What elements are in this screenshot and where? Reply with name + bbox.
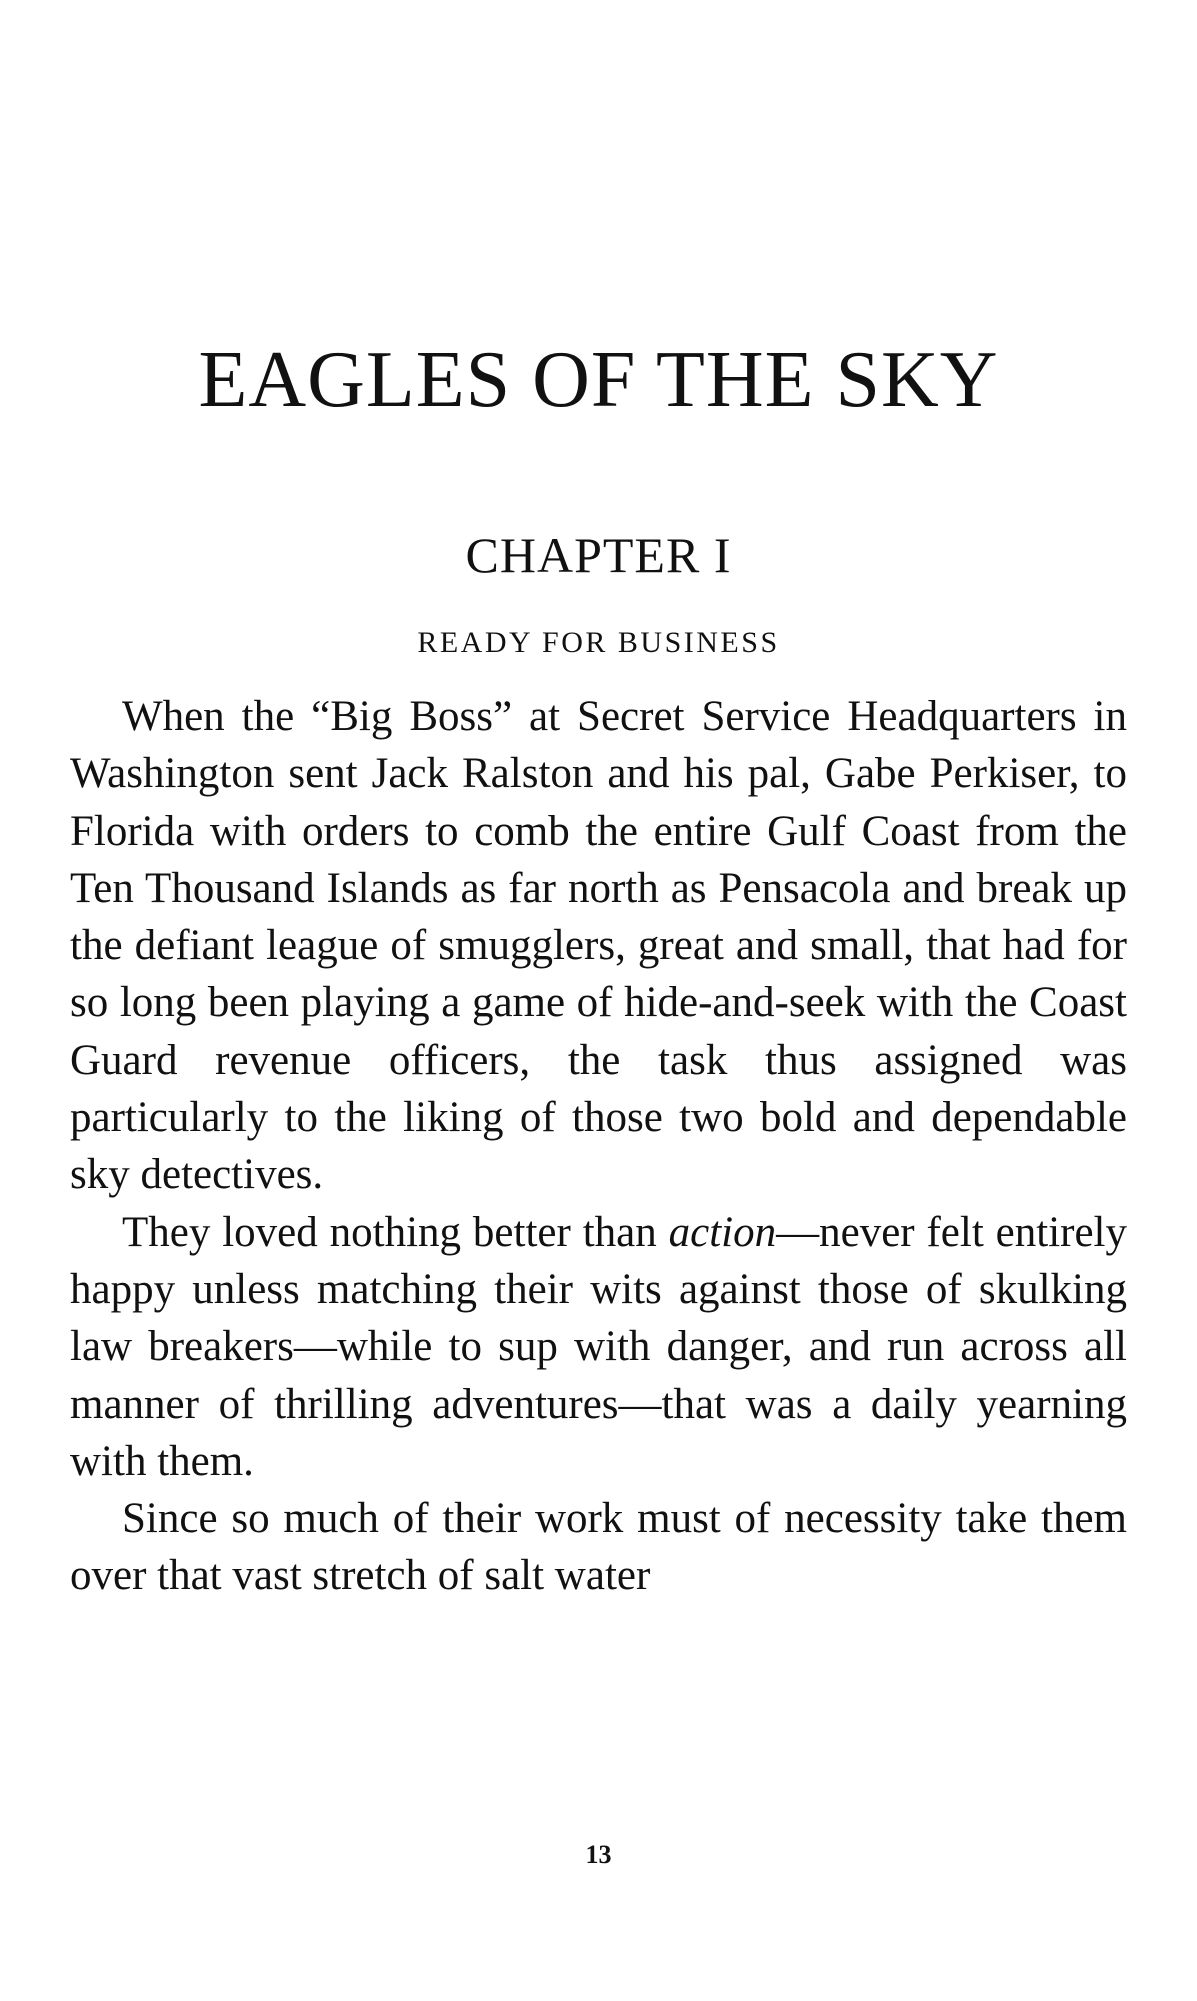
paragraph-1: When the “Big Boss” at Secret Service Headquarters in Washington sent Jack Ralston and his pal, Gabe Perkiser, to Florida with orders to comb the entire Gulf Coast from the Ten Thousand Islands as far north as Pensacola and break up the defiant league of smugglers, great and small, that had for so long been playing a game of hide-and-seek with the Coast Guard revenue officers, the task thus assigned was particularly to the liking of those two bold and dependable sky detectives. (70, 693, 1127, 1199)
emphasized-word: action (668, 1208, 777, 1256)
chapter-number: CHAPTER I (465, 527, 732, 583)
paragraph-3: Since so much of their work must of necessity take them over that vast stretch of salt water (70, 1495, 1127, 1600)
chapter-title: READY FOR BUSINESS (417, 626, 780, 659)
paragraph-2-start: They loved nothing better than (122, 1208, 669, 1256)
page-number: 13 (585, 1840, 612, 1869)
paragraph-2 (70, 1204, 1127, 1490)
book-title: EAGLES OF THE SKY (198, 336, 999, 424)
chapter-body (70, 688, 1127, 1605)
paragraph-2-end: —never felt entirely happy unless matching their wits against those of skulking law breakers—while to sup with danger, and run across all manner of thrilling adventures—that was a daily yearning with them. (70, 1208, 1127, 1485)
